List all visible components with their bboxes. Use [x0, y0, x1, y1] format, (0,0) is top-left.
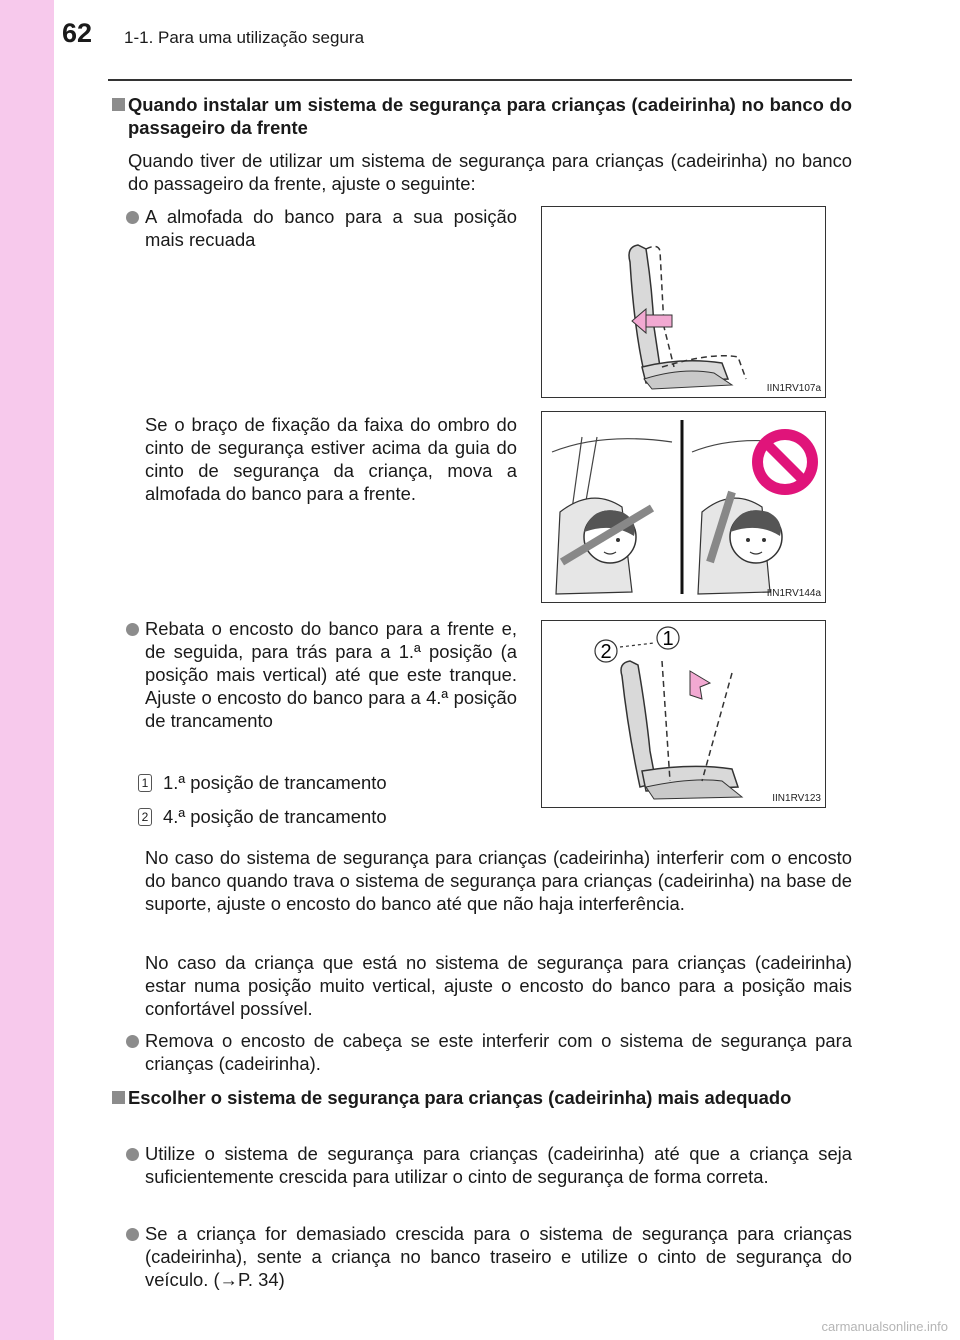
- seat-slide-illustration: [542, 207, 825, 397]
- callout-1: 1: [662, 628, 674, 650]
- bullet-use-until-grown: Utilize o sistema de segurança para crianças (cadeirinha) até que a criança seja suficientemente crescida para utilizar o cinto de segurança de forma correta.: [145, 1143, 852, 1187]
- bullet-dot-icon: [126, 1148, 139, 1161]
- section2-title: Escolher o sistema de segurança para crianças (cadeirinha) mais adequado: [128, 1087, 792, 1108]
- figure-seatback-positions: [541, 620, 826, 808]
- para-vertical: No caso da criança que está no sistema de segurança para crianças (cadeirinha) estar numa posição muito vertical, ajuste o encosto do banco para a posição mais confortável possível.: [145, 952, 852, 1019]
- watermark: carmanualsonline.info: [821, 1319, 948, 1334]
- running-header: 1-1. Para uma utilização segura: [124, 28, 365, 47]
- legend-text-1: 1.ª posição de trancamento: [163, 772, 387, 793]
- chapter-side-tab: [0, 0, 54, 1340]
- note-shoulder-belt: Se o braço de fixação da faixa do ombro do cinto de segurança estiver acima da guia do cinto de segurança da criança, mova a almofada do banco para a frente.: [145, 414, 517, 504]
- section1-intro: Quando tiver de utilizar um sistema de segurança para crianças (cadeirinha) no banco do passageiro da frente, ajuste o seguinte:: [128, 150, 852, 194]
- section-square-icon: [112, 1091, 125, 1104]
- figure-code: IIN1RV107a: [766, 383, 821, 394]
- legend-number-1: 1: [138, 774, 152, 792]
- header-rule: [108, 79, 852, 81]
- figure-seat-rearmost: [541, 206, 826, 398]
- bullet-dot-icon: [126, 211, 139, 224]
- bullet-seat-cushion: A almofada do banco para a sua posição mais recuada: [145, 206, 517, 250]
- bullet-seatback: Rebata o encosto do banco para a frente e, de seguida, para trás para a 1.ª posição (a posição mais vertical) até que este tranque. Ajuste o encosto do banco para a 4.ª posição de trancamento: [145, 618, 517, 731]
- para-interference: No caso do sistema de segurança para crianças (cadeirinha) interferir com o encosto do banco quando trava o sistema de segurança para crianças (cadeirinha) na base de suporte, ajuste o encosto do banco até que não haja interferência.: [145, 847, 852, 914]
- bullet-headrest: Remova o encosto de cabeça se este interferir com o sistema de segurança para crianças (cadeirinha).: [145, 1030, 852, 1074]
- figure-code: IIN1RV123: [772, 793, 821, 804]
- page-number: 62: [62, 18, 93, 48]
- legend-number-2: 2: [138, 808, 152, 826]
- figure-shoulder-belt-check: [541, 411, 826, 603]
- section-square-icon: [112, 98, 125, 111]
- figure-code: IIN1RV144a: [766, 588, 821, 599]
- bullet-dot-icon: [126, 1035, 139, 1048]
- seatback-illustration: [542, 621, 825, 807]
- shoulder-belt-illustration: [542, 412, 825, 602]
- callout-2: 2: [600, 641, 612, 663]
- bullet-dot-icon: [126, 1228, 139, 1241]
- bullet-dot-icon: [126, 623, 139, 636]
- bullet-rear-seat: Se a criança for demasiado crescida para o sistema de segurança para crianças (cadeirinha), sente a criança no banco traseiro e utilize o cinto de segurança do veículo. (→P. 34): [145, 1223, 852, 1290]
- section1-title: Quando instalar um sistema de segurança para crianças (cadeirinha) no banco do passageiro da frente: [128, 94, 852, 138]
- legend-text-2: 4.ª posição de trancamento: [163, 806, 387, 827]
